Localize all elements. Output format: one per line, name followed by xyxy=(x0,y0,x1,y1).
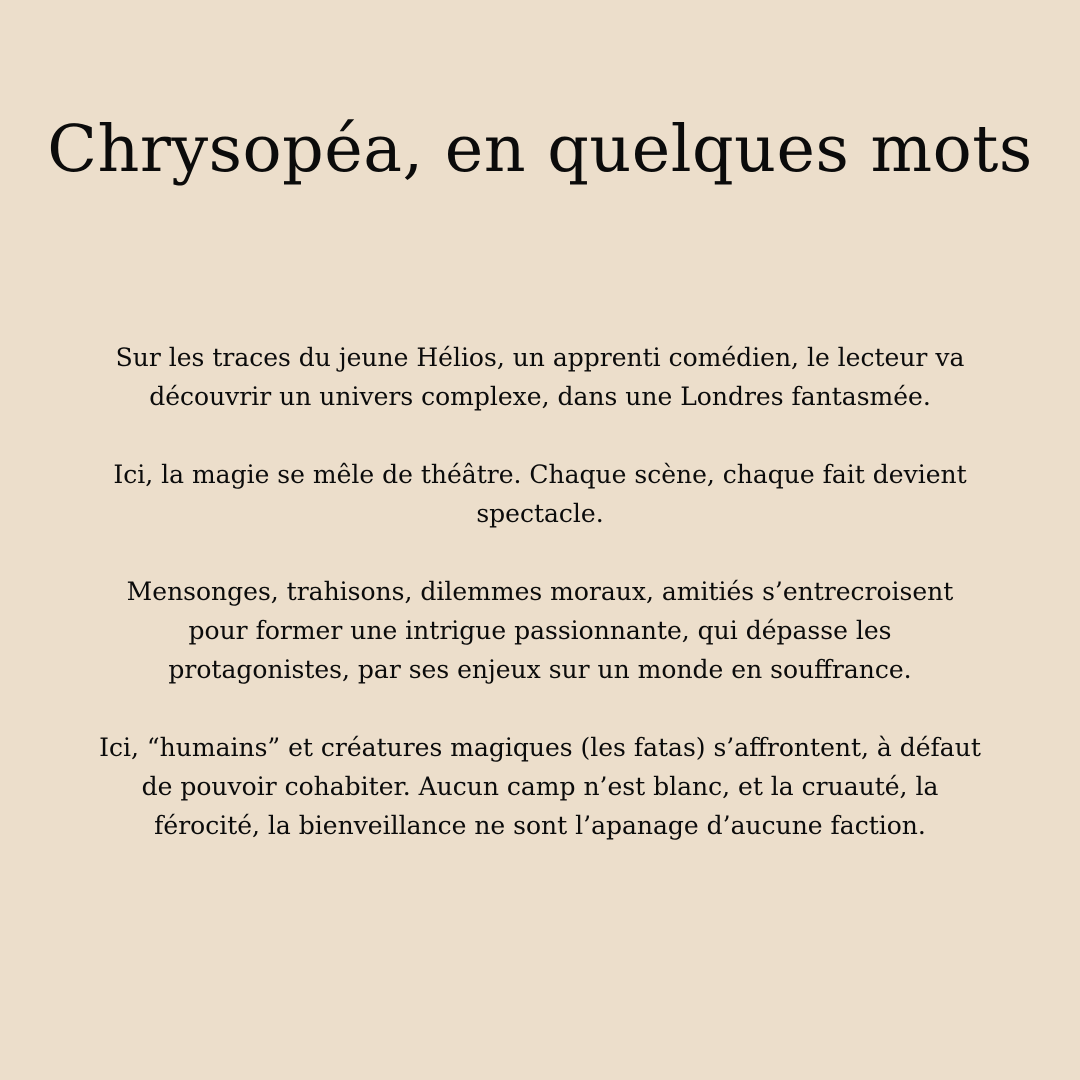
paragraph-line: Ici, “humains” et créatures magiques (les fatas) s’affrontent, à défaut xyxy=(99,733,981,762)
paragraph-line: protagonistes, par ses enjeux sur un monde en souffrance. xyxy=(168,655,912,684)
paragraph-line: pour former une intrigue passionnante, qui dépasse les xyxy=(188,616,892,645)
paragraph-3 xyxy=(60,572,1020,689)
paragraph-line: spectacle. xyxy=(476,499,604,528)
paragraph-line: de pouvoir cohabiter. Aucun camp n’est blanc, et la cruauté, la xyxy=(141,772,939,801)
paragraph-line: Sur les traces du jeune Hélios, un apprenti comédien, le lecteur va xyxy=(115,343,965,372)
paragraph-line: découvrir un univers complexe, dans une Londres fantasmée. xyxy=(149,382,931,411)
paragraph-line: férocité, la bienveillance ne sont l’apanage d’aucune faction. xyxy=(154,811,926,840)
paragraph-line: Mensonges, trahisons, dilemmes moraux, amitiés s’entrecroisent xyxy=(126,577,954,606)
paragraph-4 xyxy=(60,728,1020,845)
paragraph-2 xyxy=(60,455,1020,533)
body-text xyxy=(60,338,1020,884)
paragraph-1 xyxy=(60,338,1020,416)
paragraph-line: Ici, la magie se mêle de théâtre. Chaque scène, chaque fait devient xyxy=(113,460,967,489)
page-title: Chrysopéa, en quelques mots xyxy=(47,112,1033,187)
